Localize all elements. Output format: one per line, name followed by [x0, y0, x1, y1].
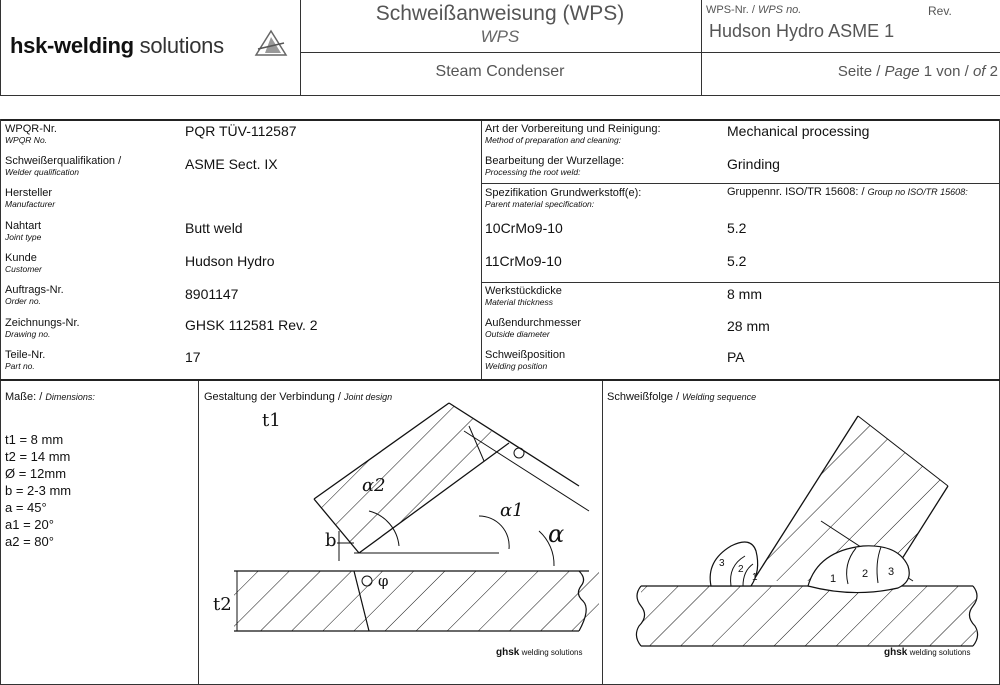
joint-design-title: Gestaltung der Verbindung / Joint design: [204, 391, 393, 403]
logo-light: solutions: [133, 33, 224, 58]
document-title: Schweißanweisung (WPS): [375, 2, 625, 25]
wps-number-value: Hudson Hydro ASME 1: [709, 21, 895, 41]
weld-pass-label: 1: [830, 573, 837, 585]
section-border: [0, 119, 1000, 121]
dimension-item: t1 = 8 mm: [5, 432, 64, 447]
frame-divider: [300, 52, 1000, 53]
label-t1: t1: [262, 410, 281, 431]
frame-divider: [0, 95, 1000, 96]
label-phi: φ: [378, 572, 389, 590]
watermark: ɡhsk welding solutions: [884, 647, 971, 658]
watermark: ɡhsk welding solutions: [496, 647, 583, 658]
company-logo: [10, 33, 224, 59]
frame-divider: [701, 0, 702, 96]
label-a2: α2: [362, 475, 386, 496]
weld-pass-label: 2: [862, 568, 869, 580]
joint-design-drawing: [199, 381, 602, 684]
weld-pass-label: 1: [752, 572, 758, 583]
logo-bold: hsk-welding: [10, 33, 134, 58]
label-b: b: [325, 530, 337, 551]
dimensions-title: Maße: / Dimensions:: [5, 391, 95, 403]
dimension-item: t2 = 14 mm: [5, 449, 71, 464]
wpqr-value: PQR TÜV-112587: [185, 123, 297, 139]
dimension-item: a1 = 20°: [5, 517, 54, 532]
weld-pass-label: 3: [719, 558, 725, 569]
document-subtitle: WPS: [480, 27, 520, 46]
dimension-item: Ø = 12mm: [5, 466, 67, 481]
group-label: Gruppennr. ISO/TR 15608: / Group no ISO/TR 15608:: [727, 186, 968, 198]
weld-pass-label: 2: [738, 564, 744, 575]
frame-divider: [481, 121, 482, 379]
logo-triangle-icon: [254, 29, 288, 57]
page-indicator: Seite / Page 1 von / of 2: [837, 63, 998, 80]
dimension-item: a = 45°: [5, 500, 47, 515]
frame-left: [0, 119, 1, 685]
welding-sequence-title: Schweißfolge / Welding sequence: [607, 391, 757, 403]
label-a1: α1: [500, 500, 524, 521]
frame-left: [0, 0, 1, 96]
frame-divider: [481, 282, 1000, 283]
label-a: α: [548, 520, 565, 548]
label-t2: t2: [213, 594, 232, 615]
dimension-item: a2 = 80°: [5, 534, 54, 549]
rev-label: Rev.: [928, 4, 952, 18]
wps-number-label: WPS-Nr. / WPS no.: [706, 4, 802, 16]
frame-divider: [481, 183, 1000, 184]
weld-pass-label: 3: [888, 566, 895, 578]
welding-sequence-drawing: [603, 381, 999, 684]
project-name: Steam Condenser: [435, 63, 565, 80]
dimension-item: b = 2-3 mm: [5, 483, 72, 498]
